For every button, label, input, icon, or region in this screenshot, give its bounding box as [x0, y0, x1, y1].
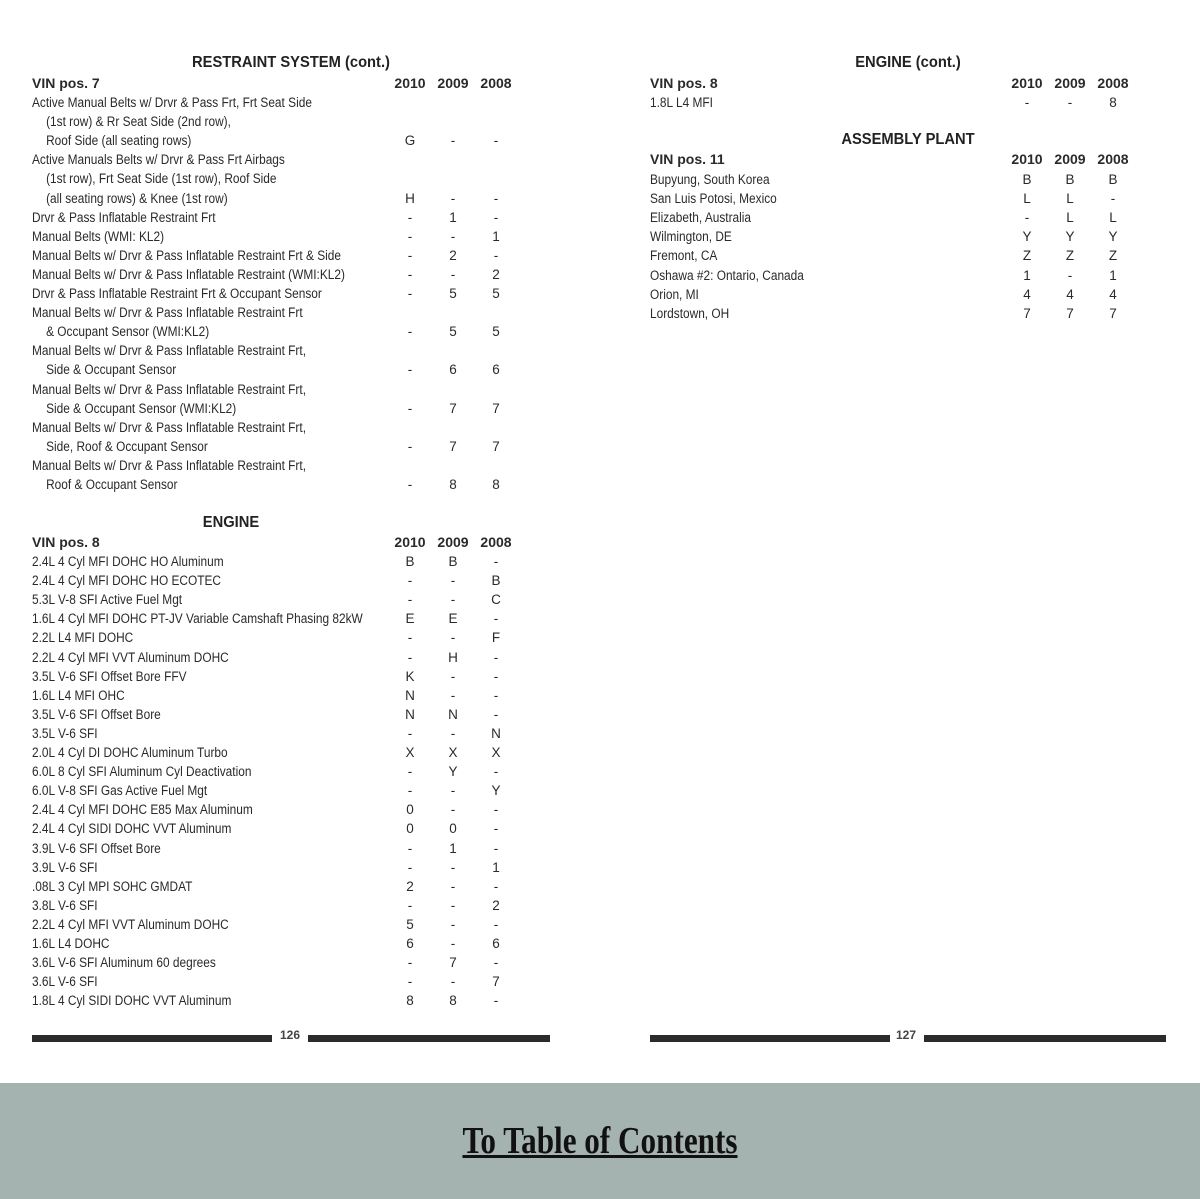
- assembly-year-2010: 2010: [1011, 151, 1043, 167]
- row-code: -: [407, 725, 413, 741]
- row-code: 8: [492, 477, 500, 492]
- row-code: -: [493, 878, 499, 894]
- row-label: Manual Belts w/ Drvr & Pass Inflatable Restraint Frt,: [32, 457, 306, 473]
- row-code: 8: [449, 993, 457, 1009]
- engine-cont-year-2010: 2010: [1011, 75, 1043, 91]
- row-label: 2.2L L4 MFI DOHC: [32, 630, 134, 646]
- row-code: -: [407, 897, 413, 913]
- row-code: -: [450, 266, 456, 282]
- row-code: B: [1108, 172, 1118, 187]
- row-code: 1: [492, 228, 500, 244]
- row-label: Side, Roof & Occupant Sensor: [46, 438, 208, 454]
- row-code: -: [450, 725, 456, 741]
- row-code: -: [407, 362, 413, 378]
- row-code: -: [493, 554, 499, 569]
- row-label: Active Manuals Belts w/ Drvr & Pass Frt Airbags: [32, 152, 285, 168]
- row-label: 3.9L V-6 SFI Offset Bore: [32, 840, 161, 856]
- row-label: Oshawa #2: Ontario, Canada: [650, 267, 804, 283]
- row-code: -: [450, 936, 456, 951]
- row-code: -: [407, 573, 413, 589]
- row-code: 7: [1023, 305, 1031, 321]
- row-label: San Luis Potosi, Mexico: [650, 191, 777, 207]
- row-code: H: [448, 649, 458, 665]
- row-code: E: [405, 611, 415, 627]
- row-code: -: [493, 916, 499, 932]
- row-code: 8: [449, 477, 457, 492]
- row-code: L: [1109, 210, 1117, 226]
- row-code: L: [1023, 191, 1031, 207]
- row-label: Side & Occupant Sensor (WMI:KL2): [46, 400, 237, 416]
- row-code: C: [491, 592, 501, 608]
- row-label: 3.5L V-6 SFI: [32, 725, 98, 741]
- row-code: 6: [492, 362, 500, 378]
- row-code: -: [450, 630, 456, 646]
- restraint-section-title: RESTRAINT SYSTEM (cont.): [192, 54, 390, 71]
- row-label: 3.6L V-6 SFI: [32, 974, 98, 990]
- row-code: 4: [1109, 286, 1117, 302]
- row-label: 2.4L 4 Cyl MFI DOHC HO ECOTEC: [32, 573, 222, 589]
- row-code: -: [493, 611, 499, 627]
- row-code: -: [1024, 95, 1030, 110]
- row-code: N: [405, 687, 415, 703]
- row-code: 2: [449, 247, 457, 263]
- row-code: 7: [492, 400, 500, 416]
- row-code: -: [450, 878, 456, 894]
- row-code: 5: [492, 324, 500, 340]
- row-code: 6: [492, 936, 500, 951]
- row-label: 3.9L V-6 SFI: [32, 859, 98, 875]
- row-code: 1: [449, 209, 457, 225]
- row-code: N: [448, 706, 458, 722]
- row-code: -: [450, 592, 456, 608]
- row-code: -: [1110, 191, 1116, 207]
- row-code: Z: [1022, 248, 1032, 264]
- row-code: -: [407, 247, 413, 263]
- row-label: Fremont, CA: [650, 248, 718, 264]
- row-code: -: [493, 706, 499, 722]
- row-code: E: [448, 611, 458, 627]
- engine-year-2008: 2008: [480, 534, 512, 550]
- row-code: 6: [406, 936, 414, 951]
- row-code: L: [1066, 191, 1074, 207]
- row-label: (all seating rows) & Knee (1st row): [46, 190, 228, 206]
- row-code: -: [407, 286, 413, 301]
- row-label: 3.8L V-6 SFI: [32, 897, 98, 913]
- row-label: 6.0L V-8 SFI Gas Active Fuel Mgt: [32, 783, 208, 799]
- assembly-year-2008: 2008: [1097, 151, 1129, 167]
- row-code: -: [493, 993, 499, 1009]
- row-code: -: [450, 228, 456, 244]
- row-code: -: [407, 228, 413, 244]
- row-code: Y: [491, 783, 501, 799]
- row-code: -: [407, 477, 413, 492]
- row-code: 1: [449, 840, 457, 856]
- row-label: Roof Side (all seating rows): [46, 133, 192, 149]
- row-code: 8: [1109, 95, 1117, 110]
- assembly-section-title: ASSEMBLY PLANT: [841, 131, 975, 148]
- row-label: Manual Belts w/ Drvr & Pass Inflatable Restraint Frt,: [32, 381, 306, 397]
- row-code: Y: [1108, 229, 1118, 245]
- row-code: -: [493, 821, 499, 837]
- row-code: 2: [492, 266, 500, 282]
- row-label: 3.5L V-6 SFI Offset Bore: [32, 706, 161, 722]
- row-code: -: [407, 764, 413, 780]
- row-label: .08L 3 Cyl MPI SOHC GMDAT: [32, 878, 193, 894]
- row-code: 0: [406, 802, 414, 818]
- table-of-contents-link[interactable]: To Table of Contents: [462, 1120, 738, 1162]
- row-code: 5: [406, 916, 414, 932]
- row-code: -: [493, 802, 499, 818]
- row-code: -: [450, 573, 456, 589]
- row-code: 1: [492, 859, 500, 875]
- engine-cont-section-title: ENGINE (cont.): [855, 54, 961, 71]
- row-code: -: [407, 324, 413, 340]
- bottom-nav-band: [0, 1083, 1200, 1199]
- row-code: H: [405, 190, 415, 206]
- row-code: -: [407, 630, 413, 646]
- row-code: -: [407, 859, 413, 875]
- row-label: 2.2L 4 Cyl MFI VVT Aluminum DOHC: [32, 649, 229, 665]
- row-code: -: [407, 649, 413, 665]
- row-label: Manual Belts w/ Drvr & Pass Inflatable Restraint Frt: [32, 305, 303, 321]
- row-code: 7: [492, 974, 500, 990]
- row-label: Roof & Occupant Sensor: [46, 477, 178, 492]
- row-label: 2.0L 4 Cyl DI DOHC Aluminum Turbo: [32, 745, 228, 760]
- row-code: 2: [406, 878, 414, 894]
- row-label: 1.8L 4 Cyl SIDI DOHC VVT Aluminum: [32, 993, 232, 1009]
- row-code: 4: [1023, 286, 1031, 302]
- engine-vin-label: VIN pos. 8: [32, 534, 100, 550]
- row-code: -: [450, 687, 456, 703]
- row-label: Manual Belts w/ Drvr & Pass Inflatable Restraint Frt,: [32, 419, 306, 435]
- row-code: B: [1065, 172, 1075, 187]
- row-code: -: [493, 668, 499, 684]
- row-label: Manual Belts (WMI: KL2): [32, 228, 165, 244]
- restraint-year-2008: 2008: [480, 75, 512, 91]
- row-code: N: [491, 725, 501, 741]
- row-code: -: [407, 438, 413, 454]
- row-code: -: [493, 209, 499, 225]
- row-label: 1.6L L4 MFI OHC: [32, 687, 125, 703]
- engine-cont-year-2008: 2008: [1097, 75, 1129, 91]
- row-code: -: [450, 133, 456, 149]
- footer-rule-left: [650, 1035, 890, 1042]
- footer-rule-right: [308, 1035, 550, 1042]
- row-code: 7: [449, 400, 457, 416]
- row-code: 5: [449, 324, 457, 340]
- row-code: -: [1067, 95, 1073, 110]
- row-label: 1.8L L4 MFI: [650, 95, 713, 110]
- row-code: 7: [492, 438, 500, 454]
- right-page-footer: [650, 1028, 1166, 1048]
- row-code: -: [407, 266, 413, 282]
- row-label: 1.6L 4 Cyl MFI DOHC PT-JV Variable Camshaft Phasing 82kW: [32, 611, 363, 627]
- row-code: L: [1066, 210, 1074, 226]
- row-code: K: [405, 668, 415, 684]
- row-code: Y: [1065, 229, 1075, 245]
- row-label: (1st row) & Rr Seat Side (2nd row),: [46, 114, 231, 130]
- row-code: 7: [1066, 305, 1074, 321]
- row-code: -: [407, 974, 413, 990]
- row-label: Manual Belts w/ Drvr & Pass Inflatable Restraint Frt & Side: [32, 247, 342, 263]
- row-label: Orion, MI: [650, 286, 699, 302]
- row-label: 2.4L 4 Cyl MFI DOHC E85 Max Aluminum: [32, 802, 253, 818]
- row-label: Manual Belts w/ Drvr & Pass Inflatable Restraint Frt,: [32, 343, 306, 359]
- row-code: -: [1067, 267, 1073, 283]
- row-label: Wilmington, DE: [650, 229, 732, 245]
- engine-cont-vin-label: VIN pos. 8: [650, 75, 718, 91]
- row-code: -: [450, 783, 456, 799]
- row-label: Active Manual Belts w/ Drvr & Pass Frt, Frt Seat Side: [32, 95, 312, 110]
- row-code: -: [450, 897, 456, 913]
- row-code: B: [405, 554, 415, 569]
- row-label: 3.6L V-6 SFI Aluminum 60 degrees: [32, 955, 216, 971]
- row-code: Y: [1022, 229, 1032, 245]
- engine-year-2009: 2009: [437, 534, 469, 550]
- row-label: 2.4L 4 Cyl SIDI DOHC VVT Aluminum: [32, 821, 232, 837]
- row-code: 0: [406, 821, 414, 837]
- row-code: 8: [406, 993, 414, 1009]
- row-code: N: [405, 706, 415, 722]
- row-code: -: [450, 916, 456, 932]
- row-code: -: [450, 668, 456, 684]
- row-code: Z: [1065, 248, 1075, 264]
- row-code: -: [450, 859, 456, 875]
- row-code: -: [493, 687, 499, 703]
- row-label: (1st row), Frt Seat Side (1st row), Roof Side: [46, 171, 277, 187]
- row-code: -: [493, 764, 499, 780]
- assembly-vin-label: VIN pos. 11: [650, 151, 725, 167]
- row-label: Drvr & Pass Inflatable Restraint Frt: [32, 209, 216, 225]
- row-code: -: [450, 190, 456, 206]
- row-code: 0: [449, 821, 457, 837]
- row-code: 7: [1109, 305, 1117, 321]
- row-code: -: [407, 209, 413, 225]
- row-code: 7: [449, 955, 457, 971]
- row-code: 1: [1023, 267, 1031, 283]
- row-label: Drvr & Pass Inflatable Restraint Frt & Occupant Sensor: [32, 286, 322, 301]
- row-code: G: [404, 133, 416, 149]
- row-code: F: [491, 630, 501, 646]
- row-label: & Occupant Sensor (WMI:KL2): [46, 324, 210, 340]
- row-label: 5.3L V-8 SFI Active Fuel Mgt: [32, 592, 183, 608]
- row-label: Side & Occupant Sensor: [46, 362, 177, 378]
- row-code: 4: [1066, 286, 1074, 302]
- row-code: Z: [1108, 248, 1118, 264]
- row-code: B: [448, 554, 458, 569]
- restraint-year-2009: 2009: [437, 75, 469, 91]
- row-code: -: [493, 840, 499, 856]
- page-number: 127: [896, 1028, 917, 1042]
- row-code: -: [493, 955, 499, 971]
- assembly-year-2009: 2009: [1054, 151, 1086, 167]
- restraint-year-2010: 2010: [394, 75, 426, 91]
- row-code: X: [405, 745, 415, 760]
- engine-section-title: ENGINE: [202, 514, 260, 531]
- row-code: -: [493, 190, 499, 206]
- row-code: -: [1024, 210, 1030, 226]
- row-code: B: [491, 573, 501, 589]
- row-code: -: [407, 783, 413, 799]
- row-code: 5: [492, 286, 500, 301]
- row-label: 3.5L V-6 SFI Offset Bore FFV: [32, 668, 187, 684]
- row-code: 5: [449, 286, 457, 301]
- page-number: 126: [280, 1028, 301, 1042]
- row-code: -: [450, 974, 456, 990]
- row-code: -: [493, 247, 499, 263]
- row-code: B: [1022, 172, 1032, 187]
- row-code: -: [407, 400, 413, 416]
- row-code: -: [407, 955, 413, 971]
- row-label: Bupyung, South Korea: [650, 172, 770, 187]
- row-code: -: [493, 133, 499, 149]
- row-label: 1.6L L4 DOHC: [32, 936, 110, 951]
- row-code: X: [448, 745, 458, 760]
- engine-cont-year-2009: 2009: [1054, 75, 1086, 91]
- row-label: Manual Belts w/ Drvr & Pass Inflatable Restraint (WMI:KL2): [32, 266, 345, 282]
- row-code: 2: [492, 897, 500, 913]
- row-code: X: [491, 745, 501, 760]
- row-label: Lordstown, OH: [650, 305, 730, 321]
- row-label: Elizabeth, Australia: [650, 210, 752, 226]
- row-code: -: [493, 649, 499, 665]
- row-code: -: [407, 840, 413, 856]
- row-code: 6: [449, 362, 457, 378]
- row-label: 2.4L 4 Cyl MFI DOHC HO Aluminum: [32, 554, 224, 569]
- row-label: 2.2L 4 Cyl MFI VVT Aluminum DOHC: [32, 916, 229, 932]
- engine-year-2010: 2010: [394, 534, 426, 550]
- row-code: -: [450, 802, 456, 818]
- row-label: 6.0L 8 Cyl SFI Aluminum Cyl Deactivation: [32, 764, 252, 780]
- footer-rule-left: [32, 1035, 272, 1042]
- footer-rule-right: [924, 1035, 1166, 1042]
- row-code: 1: [1109, 267, 1117, 283]
- restraint-vin-label: VIN pos. 7: [32, 75, 100, 91]
- row-code: Y: [448, 764, 458, 780]
- row-code: -: [407, 592, 413, 608]
- left-page-footer: [32, 1028, 550, 1048]
- row-code: 7: [449, 438, 457, 454]
